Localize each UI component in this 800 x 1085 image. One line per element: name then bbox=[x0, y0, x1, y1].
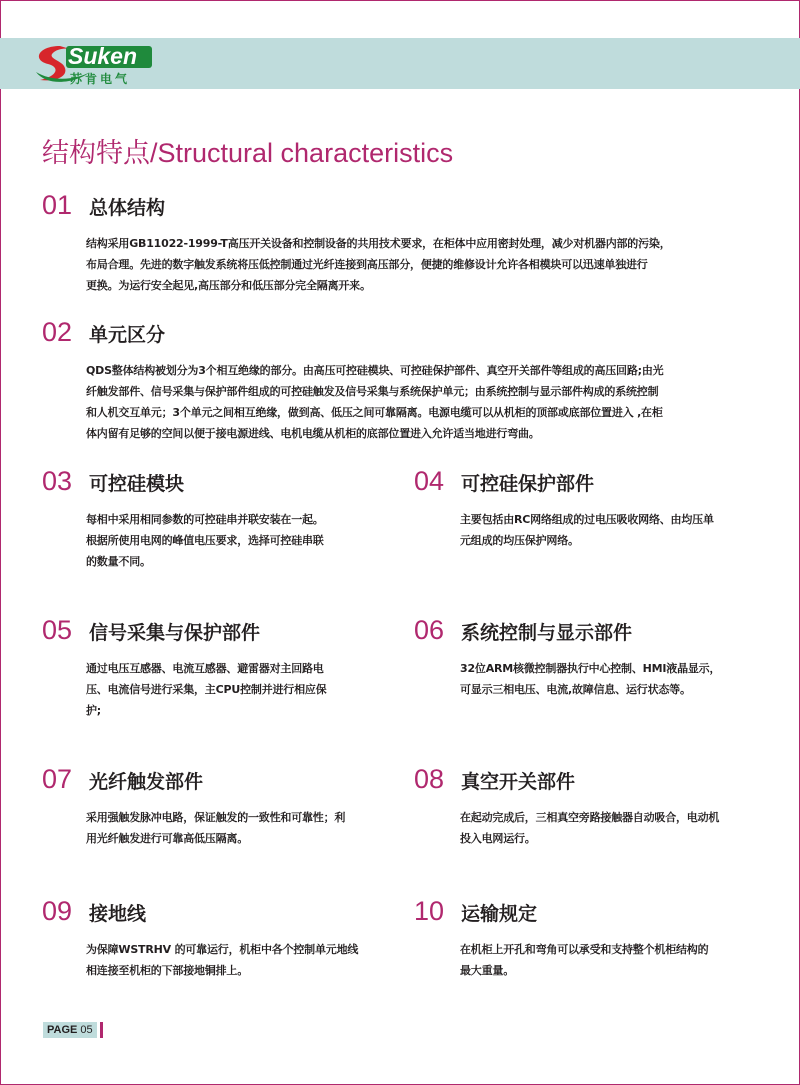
page-marker-bar bbox=[100, 1022, 103, 1038]
body-line: 护; bbox=[86, 704, 101, 717]
body-line: 的数量不同。 bbox=[86, 555, 151, 568]
body-line: 主要包括由RC网络组成的过电压吸收网络、由均压单 bbox=[460, 513, 714, 526]
section-signal-acquisition bbox=[42, 615, 382, 721]
page-title: 结构特点/Structural characteristics bbox=[42, 138, 454, 168]
section-number: 05 bbox=[42, 615, 73, 645]
section-title: 接地线 bbox=[89, 903, 147, 925]
logo-chinese-name: 苏肯电气 bbox=[70, 72, 131, 86]
section-system-control bbox=[414, 615, 764, 700]
section-body bbox=[86, 807, 392, 849]
body-line: 用光纤触发进行可靠高低压隔离。 bbox=[86, 832, 248, 845]
section-number: 04 bbox=[414, 466, 445, 496]
section-scr-protection bbox=[414, 466, 764, 551]
section-title: 真空开关部件 bbox=[461, 771, 576, 793]
body-line: 布局合理。先进的数字触发系统将压低控制通过光纤连接到高压部分，便捷的维修设计允许各相模块可以迅速单独进行 bbox=[86, 258, 648, 271]
section-number: 03 bbox=[42, 466, 73, 496]
section-number: 08 bbox=[414, 764, 445, 794]
section-body bbox=[86, 360, 762, 444]
body-line: 元组成的均压保护网络。 bbox=[460, 534, 579, 547]
section-body bbox=[460, 509, 764, 551]
body-line: 投入电网运行。 bbox=[460, 832, 536, 845]
section-title: 可控硅保护部件 bbox=[461, 473, 595, 495]
section-grounding bbox=[42, 896, 392, 981]
section-body bbox=[460, 658, 764, 700]
section-body bbox=[86, 509, 372, 572]
body-line: 每相中采用相同参数的可控硅串并联安装在一起。 bbox=[86, 513, 324, 526]
body-line: 通过电压互感器、电流互感器、避雷器对主回路电 bbox=[86, 662, 324, 675]
section-overall-structure bbox=[42, 190, 762, 296]
section-transport bbox=[414, 896, 764, 981]
section-scr-module bbox=[42, 466, 372, 572]
section-body bbox=[86, 233, 762, 296]
section-number: 09 bbox=[42, 896, 73, 926]
section-title: 系统控制与显示部件 bbox=[461, 622, 633, 644]
body-line: 压、电流信号进行采集，主CPU控制并进行相应保 bbox=[86, 683, 327, 696]
body-line: 体内留有足够的空间以便于接电源进线、电机电缆从机柜的底部位置进入允许适当地进行弯曲。 bbox=[86, 427, 540, 440]
body-line: 相连接至机柜的下部接地铜排上。 bbox=[86, 964, 248, 977]
section-title: 光纤触发部件 bbox=[89, 771, 204, 793]
section-fiber-trigger bbox=[42, 764, 392, 849]
section-body bbox=[86, 658, 382, 721]
body-line: 采用强触发脉冲电路，保证触发的一致性和可靠性；利 bbox=[86, 811, 346, 824]
section-body bbox=[460, 807, 774, 849]
body-line: 可显示三相电压、电流,故障信息、运行状态等。 bbox=[460, 683, 691, 696]
section-title: 信号采集与保护部件 bbox=[89, 622, 261, 644]
section-number: 02 bbox=[42, 317, 73, 347]
body-line: 最大重量。 bbox=[460, 964, 514, 977]
page-word: PAGE bbox=[47, 1024, 78, 1036]
logo-wordmark: Suken bbox=[68, 43, 138, 69]
body-line: 32位ARM核微控制器执行中心控制、HMI液晶显示， bbox=[460, 662, 721, 675]
body-line: 结构采用GB11022-1999-T高压开关设备和控制设备的共用技术要求，在柜体中应用密封处理，减少对机器内部的污染， bbox=[86, 237, 671, 250]
brand-logo bbox=[30, 42, 160, 88]
body-line: 为保障WSTRHV 的可靠运行，机柜中各个控制单元地线 bbox=[86, 943, 359, 956]
section-title: 总体结构 bbox=[89, 197, 166, 219]
section-number: 07 bbox=[42, 764, 73, 794]
section-unit-division bbox=[42, 317, 762, 444]
section-number: 01 bbox=[42, 190, 73, 220]
section-title: 单元区分 bbox=[89, 324, 166, 346]
section-vacuum-switch bbox=[414, 764, 774, 849]
body-line: QDS整体结构被划分为3个相互绝缘的部分。由高压可控硅模块、可控硅保护部件、真空开关部件等组成的高压回路;由光 bbox=[86, 364, 664, 377]
section-body bbox=[460, 939, 764, 981]
section-number: 06 bbox=[414, 615, 445, 645]
section-title: 运输规定 bbox=[461, 903, 538, 925]
body-line: 在起动完成后，三相真空旁路接触器自动吸合，电动机 bbox=[460, 811, 720, 824]
page-number: 05 bbox=[80, 1024, 93, 1036]
section-title: 可控硅模块 bbox=[89, 473, 185, 495]
body-line: 和人机交互单元；3个单元之间相互绝缘，做到高、低压之间可靠隔离。电源电缆可以从机柜的顶部或底部位置进入 ,在柜 bbox=[86, 406, 663, 419]
page-label bbox=[43, 1022, 97, 1038]
body-line: 在机柜上开孔和弯角可以承受和支持整个机柜结构的 bbox=[460, 943, 709, 956]
section-number: 10 bbox=[414, 896, 445, 926]
page-footer bbox=[43, 1022, 103, 1038]
section-body bbox=[86, 939, 392, 981]
body-line: 纤触发部件、信号采集与保护部件组成的可控硅触发及信号采集与系统保护单元；由系统控制与显示部件构成的系统控制 bbox=[86, 385, 659, 398]
body-line: 更换。为运行安全起见,高压部分和低压部分完全隔离开来。 bbox=[86, 279, 371, 292]
body-line: 根据所使用电网的峰值电压要求，选择可控硅串联 bbox=[86, 534, 324, 547]
